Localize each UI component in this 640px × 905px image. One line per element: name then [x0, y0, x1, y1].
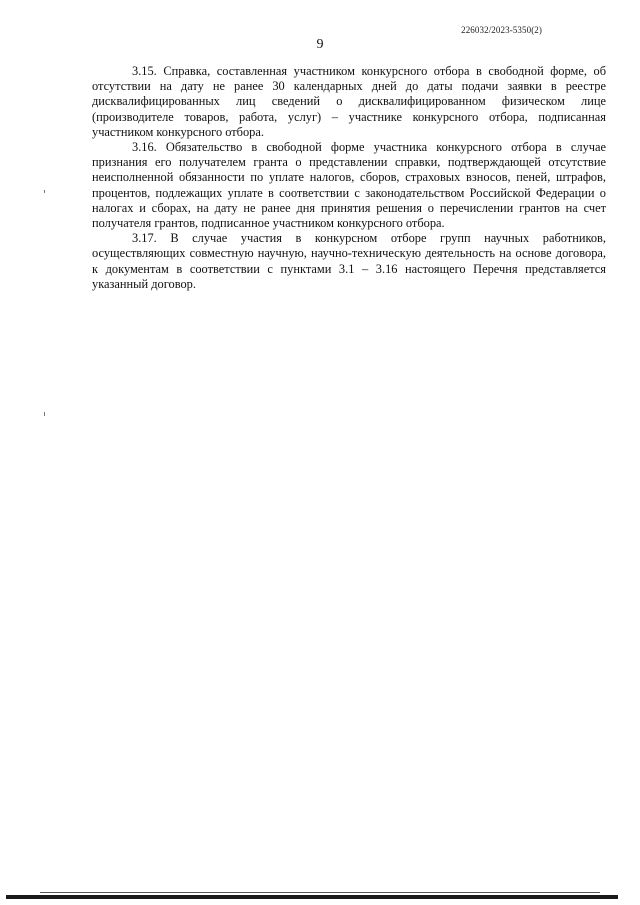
paragraph-3-15: 3.15. Справка, составленная участником конкурсного отбора в свободной форме, об отсутствии на дату не ранее 30 календарных дней до даты подачи заявки в реестре дисквалифицированных лиц сведений о дисквалифицированном физическом лице (производителе товаров, работа, услуг) – участнике конкурсного отбора, подписанная участником конкурсного отбора.	[92, 64, 606, 139]
scan-artifact-mark	[44, 190, 45, 193]
document-body	[92, 64, 606, 292]
scan-edge-line	[40, 892, 600, 893]
page-bottom-border	[6, 895, 618, 899]
document-registration-number: 226032/2023-5350(2)	[461, 25, 542, 35]
paragraph-3-17: 3.17. В случае участия в конкурсном отборе групп научных работников, осуществляющих совместную научную, научно-техническую деятельность на основе договора, к документам в соответствии с пунктами 3.1 – 3.16 настоящего Перечня представляется указанный договор.	[92, 231, 606, 291]
scan-artifact-mark	[44, 412, 45, 416]
paragraph-3-16: 3.16. Обязательство в свободной форме участника конкурсного отбора в случае признания его получателем гранта о представлении справки, подтверждающей отсутствие неисполненной обязанности по уплате налогов, сборов, страховых взносов, пеней, штрафов, процентов, подлежащих уплате в соответствии с законодательством Российской Федерации о налогах и сборах, на дату не ранее дня принятия решения о перечислении грантов на счет получателя грантов, подписанное участником конкурсного отбора.	[92, 140, 606, 231]
page-number: 9	[316, 37, 324, 52]
